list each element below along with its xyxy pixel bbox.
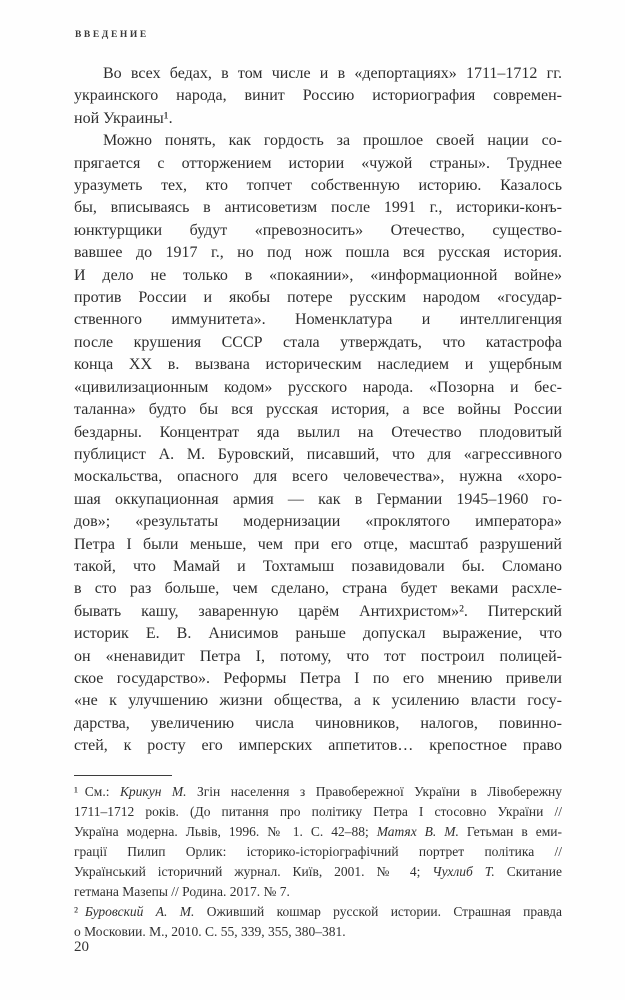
text-line: Во всех бедах, в том числе и в «депортациях» 1711–1712 гг.: [103, 65, 562, 82]
author-name: Чухлиб Т.: [432, 864, 495, 879]
footnote-divider: [74, 775, 172, 776]
text-line: юнктурщики будут «превозносить» Отечество, существо-: [74, 221, 562, 239]
footnote-text: 1711–1712 років. (До питання про політику Петра I стосовно України //: [74, 804, 562, 819]
page-number: 20: [74, 939, 89, 955]
text-line: Петра I были меньше, чем при его отце, масштаб разрушений: [74, 535, 562, 553]
text-line: публицист А. М. Буровский, писавший, что для «агрессивного: [74, 445, 562, 463]
running-header: ВВЕДЕНИЕ: [75, 30, 149, 40]
footnote-line: [74, 822, 562, 842]
footnote-text: грації Пилип Орлик: історико-історіографічний портрет політика //: [74, 844, 562, 859]
footnote-text: ¹ См.:: [74, 784, 120, 799]
footnote-text: Гетьман в еми-: [458, 824, 562, 839]
footnote-line: [74, 782, 562, 802]
footnote-text: Згін населення з Правобережної України в Лівобережну: [186, 784, 562, 799]
text-line: «цивилизационным кодом» русского народа. «Позорна и бес-: [74, 378, 562, 396]
footnote: [74, 902, 562, 942]
author-name: Буровский А. М.: [84, 904, 195, 919]
text-line: «не к улучшению жизни общества, а к усилению власти госу-: [74, 692, 562, 710]
text-line: бездарны. Концентрат яда вылил на Отечество плодовитый: [74, 423, 562, 441]
text-line: такой, что Мамай и Тохтамыш позавидовали бы. Сломано: [74, 557, 562, 575]
text-line: шая оккупационная армия — как в Германии 1945–1960 го-: [74, 490, 562, 508]
text-line: москальства, опасного для всего человечества», нужна «хоро-: [74, 468, 562, 486]
footnote-line: [74, 842, 562, 862]
text-line: ной Украины¹.: [74, 109, 173, 127]
text-line: уразуметь тех, кто топчет собственную историю. Казалось: [74, 177, 562, 195]
footnote-block: [74, 775, 562, 942]
text-line: бы, вписываясь в антисоветизм после 1991 г., историки-конъ-: [74, 199, 562, 217]
text-line: Можно понять, как гордость за прошлое своей нации со-: [103, 132, 562, 150]
text-line: ское государство». Реформы Петра I по его мнению привели: [74, 669, 562, 687]
footnote-text: Український історичний журнал. Київ, 2001. № 4;: [74, 864, 433, 879]
footnote-text: Скитание: [494, 864, 562, 879]
text-line: бывать кашу, заваренную царём Антихристом»². Питерский: [74, 602, 562, 620]
text-line: дарства, увеличению числа чиновников, налогов, повинно-: [74, 714, 562, 732]
text-line: конца XX в. вызвана историческим наследием и ущербным: [74, 356, 562, 374]
footnote: [74, 782, 562, 902]
footnote-line: [74, 862, 562, 882]
footnote-text: ²: [74, 904, 85, 919]
author-name: Матях В. М.: [376, 824, 459, 839]
text-line: украинского народа, винит Россию историография современ-: [74, 87, 562, 105]
paragraph: [74, 63, 562, 130]
text-line: прягается с отторжением истории «чужой страны». Труднее: [74, 154, 562, 172]
text-line: в сто раз больше, чем сделано, страна будет веками расхле-: [74, 580, 562, 598]
footnotes: [74, 782, 562, 942]
footnote-line: [74, 802, 562, 822]
footnote-line: [74, 902, 562, 922]
footnote-line: [74, 922, 562, 942]
footnote-text: Оживший кошмар русской истории. Страшная правда: [194, 904, 562, 919]
paragraph: [74, 130, 562, 757]
footnote-text: гетмана Мазепы // Родина. 2017. № 7.: [74, 884, 290, 899]
author-name: Крикун М.: [119, 784, 187, 799]
text-line: против России и якобы потере русским народом «государ-: [74, 289, 562, 307]
text-line: историк Е. В. Анисимов раньше допускал выражение, что: [74, 625, 562, 643]
text-line: после крушения СССР стала утверждать, что катастрофа: [74, 333, 562, 351]
text-line: дов»; «результаты модернизации «проклятого императора»: [74, 513, 562, 531]
text-line: вавшее до 1917 г., но под нож пошла вся русская история.: [74, 244, 562, 262]
text-line: он «ненавидит Петра I, потому, что тот построил полицей-: [74, 647, 562, 665]
text-line: ственного иммунитета». Номенклатура и интеллигенция: [74, 311, 562, 329]
footnote-text: о Московии. М., 2010. С. 55, 339, 355, 380–381.: [74, 924, 346, 939]
footnote-text: Україна модерна. Львів, 1996. № 1. С. 42–88;: [74, 824, 377, 839]
text-line: И дело не только в «покаянии», «информационной войне»: [74, 266, 562, 284]
text-line: таланна» будто бы вся русская история, а все войны России: [74, 401, 562, 419]
footnote-line: [74, 882, 562, 902]
body-text: [74, 63, 562, 758]
text-line: стей, к росту его имперских аппетитов… крепостное право: [74, 737, 562, 755]
